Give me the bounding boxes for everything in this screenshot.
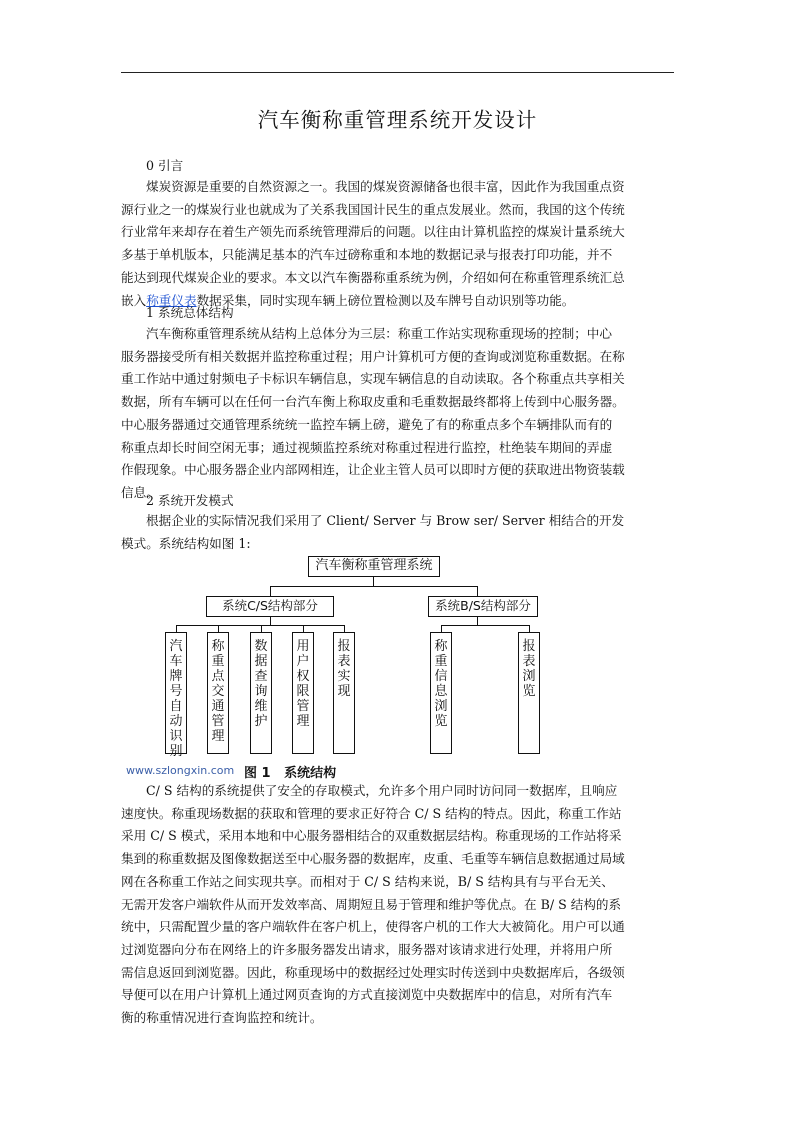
diagram-leaf-traffic-management: 称重点交通管理: [207, 632, 229, 754]
text-line: 无需开发客户端软件从而开发效率高、周期短且易于管理和维护等优点。在 B/ S 结构的系: [121, 896, 622, 912]
text-line: 煤炭资源是重要的自然资源之一。我国的煤炭资源储备也很丰富，因此作为我国重点资: [146, 179, 625, 194]
text-line: 速度快。称重现场数据的获取和管理的要求正好符合 C/ S 结构的特点。因此，称重工作站: [121, 805, 622, 821]
text-line: 中心服务器通过交通管理系统统一监控车辆上磅，避免了有的称重点多个车辆排队而有的: [121, 416, 613, 432]
connector-line: [261, 625, 262, 632]
text-line: 行业常年来却存在着生产领先而系统管理滞后的问题。以往由计算机监控的煤炭计量系统大: [121, 224, 625, 240]
diagram-cs-box: 系统C/S结构部分: [206, 596, 334, 617]
text-line: 能达到现代煤炭企业的要求。本文以汽车衡器称重系统为例，介绍如何在称重管理系统汇总: [121, 269, 625, 285]
top-rule: [121, 72, 674, 73]
text-line: 信息。: [121, 484, 159, 500]
connector-line: [218, 625, 219, 632]
connector-line: [270, 586, 477, 587]
text-line: 作假现象。中心服务器企业内部网相连，让企业主管人员可以即时方便的获取进出物资装载: [121, 462, 625, 478]
diagram-leaf-data-query: 数据查询维护: [250, 632, 272, 754]
text-line: 衡的称重情况进行查询监控和统计。: [121, 1010, 323, 1026]
text-fragment: 嵌入: [121, 292, 147, 308]
diagram-leaf-report-browse: 报表浏览: [518, 632, 540, 754]
connector-line: [270, 586, 271, 596]
text-line: 需信息返回到浏览器。因此，称重现场中的数据经过处理实时传送到中央数据库后，各级领: [121, 964, 625, 980]
diagram-leaf-report: 报表实现: [333, 632, 355, 754]
connector-line: [477, 586, 478, 596]
connector-line: [344, 625, 345, 632]
text-line: 网在各称重工作站之间实现共享。而相对于 C/ S 结构来说，B/ S 结构具有与平台无关、: [121, 873, 614, 889]
section-1-paragraph: [121, 323, 674, 505]
watermark-url: www.szlongxin.com: [126, 764, 235, 777]
text-line: 导便可以在用户计算机上通过网页查询的方式直接浏览中央数据库中的信息，对所有汽车: [121, 987, 613, 1003]
connector-line: [303, 625, 304, 632]
text-line: 数据，所有车辆可以在任何一台汽车衡上称取皮重和毛重数据最终都将上传到中心服务器。: [121, 394, 625, 410]
text-line: 根据企业的实际情况我们采用了 Client/ Server 与 Brow ser/ Server 相结合的开发: [146, 513, 625, 528]
connector-line: [373, 577, 374, 586]
connector-line: [441, 625, 529, 626]
connector-line: [477, 617, 478, 625]
connector-line: [441, 625, 442, 632]
connector-line: [176, 625, 177, 632]
figure-caption: 图 1 系统结构: [244, 766, 337, 781]
section-3-paragraph: [121, 780, 674, 1030]
connector-line: [270, 617, 271, 625]
text-line: 称重点却长时间空闲无事；通过视频监控系统对称重过程进行监控，杜绝装车期间的弄虚: [121, 439, 613, 455]
intro-paragraph: [121, 176, 674, 312]
document-title: 汽车衡称重管理系统开发设计: [257, 108, 538, 132]
text-line: 服务器接受所有相关数据并监控称重过程；用户计算机可方便的查询或浏览称重数据。在称: [121, 348, 625, 364]
text-line: 多基于单机版本，只能满足基本的汽车过磅称重和本地的数据记录与报表打印功能，并不: [121, 247, 613, 263]
diagram-leaf-weighing-browse: 称重信息浏览: [430, 632, 452, 754]
weighing-instrument-link[interactable]: 称重仪表: [146, 292, 197, 308]
section-heading-1: 1 系统总体结构: [146, 305, 234, 320]
text-line: 模式。系统结构如图 1:: [121, 535, 251, 551]
text-line: C/ S 结构的系统提供了安全的存取模式，允许多个用户同时访问同一数据库，且响应: [146, 783, 618, 798]
text-fragment: 数据采集，同时实现车辆上磅位置检测以及车牌号自动识别等功能。: [196, 292, 575, 308]
connector-line: [529, 625, 530, 632]
section-2-paragraph: [121, 510, 674, 555]
diagram-bs-box: 系统B/S结构部分: [428, 596, 538, 617]
diagram-leaf-user-permissions: 用户权限管理: [292, 632, 314, 754]
connector-line: [176, 625, 344, 626]
text-line: 重工作站中通过射频电子卡标识车辆信息，实现车辆信息的自动读取。各个称重点共享相关: [121, 371, 625, 387]
section-heading-2: 2 系统开发模式: [146, 493, 234, 508]
system-structure-diagram: [160, 554, 560, 764]
text-line: 集到的称重数据及图像数据送至中心服务器的数据库，皮重、毛重等车辆信息数据通过局域: [121, 851, 625, 867]
section-heading-intro: 0 引言: [146, 158, 184, 173]
text-line: 源行业之一的煤炭行业也就成为了关系我国国计民生的重点发展业。然而，我国的这个传统: [121, 201, 625, 217]
text-line: 汽车衡称重管理系统从结构上总体分为三层：称重工作站实现称重现场的控制；中心: [146, 326, 612, 341]
diagram-leaf-plate-recognition: 汽车牌号自动识别: [165, 632, 187, 754]
diagram-root-box: 汽车衡称重管理系统: [308, 556, 440, 577]
text-line: 统中，只需配置少量的客户端软件在客户机上，使得客户机的工作大大被简化。用户可以通: [121, 919, 625, 935]
text-line: 过浏览器向分布在网络上的许多服务器发出请求，服务器对该请求进行处理，并将用户所: [121, 941, 613, 957]
text-line: 采用 C/ S 模式，采用本地和中心服务器相结合的双重数据层结构。称重现场的工作站将采: [121, 828, 622, 844]
